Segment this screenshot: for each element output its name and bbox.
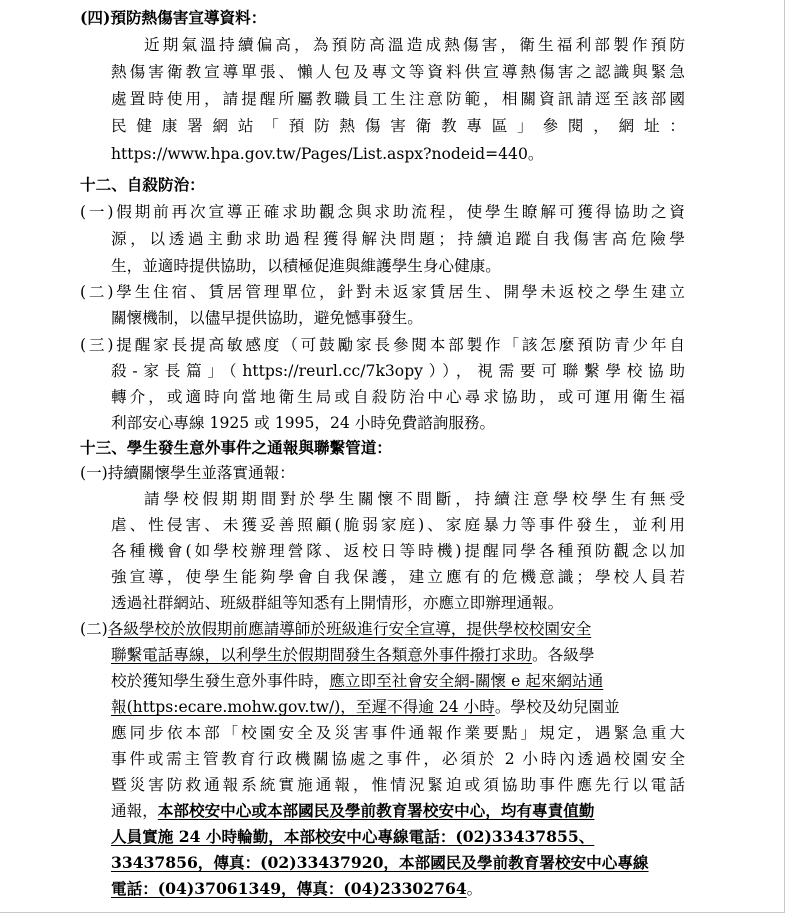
paragraph-line: 民健康署網站「預防熱傷害衛教專區」參閱，網址： [111,117,685,135]
list-item-line: 生，並適時提供協助，以積極促進與維護學生身心健康。 [111,257,501,275]
plain-text: 通報， [111,802,158,820]
list-item-line [111,799,594,823]
list-item-line: 利部安心專線 1925 或 1995，24 小時免費諮詢服務。 [111,414,496,432]
bold-underlined-text: 人員實施 24 小時輪勤，本部校安中心專線電話：(02)33437855、 [111,827,595,846]
bold-underlined-text: 33437856，傳真：(02)33437920，本部國民及學前教育署校安中心專線 [111,853,649,872]
bold-underlined-text: 電話：(04)37061349，傳真：(04)23302764 [111,879,467,898]
underlined-text: 報(https:ecare.mohw.gov.tw/)，至遲不得逾 24 小時 [111,698,495,716]
heading-suicide-prevention: 十二、自殺防治： [80,175,205,194]
paragraph-line: 各種機會(如學校辦理營隊、返校日等時機)提醒同學各種預防觀念以加 [111,542,685,560]
list-item-line [111,643,594,667]
paragraph-line: 透過社群網站、班級群組等知悉有上開情形，亦應立即辦理通報。 [111,594,564,612]
underlined-text: 各級學校於放假期前應請導師於班級進行安全宣導，提供學校校園安全 [107,620,592,638]
plain-text: 。學校及幼兒園並 [494,698,620,716]
paragraph-line: 虐、性侵害、未獲妥善照顧(脆弱家庭)、家庭暴力等事件發生，並利用 [111,516,685,534]
underlined-text: 聯繫電話專線，以利學生於假期間發生各類意外事件撥打求助 [111,646,533,664]
list-item-line: (二)學生住宿、賃居管理單位，針對未返家賃居生、開學未返校之學生建立 [80,283,685,301]
list-item-line [111,695,620,719]
list-marker: (二) [80,620,108,638]
list-item-line: 事件或需主管教育行政機關協處之事件，必須於 2 小時內透過校園安全 [111,750,685,768]
bold-underlined-text: 本部校安中心或本部國民及學前教育署校安中心，均有專責值勤 [157,801,595,820]
heading-incident-reporting: 十三、學生發生意外事件之通報與聯繫管道： [80,438,392,457]
plain-text: 。 [466,880,483,898]
paragraph-line: 強宣導，使學生能夠學會自我保護，建立應有的危機意識；學校人員若 [111,568,685,586]
underlined-text: 應立即至社會安全網-關懷 e 起來網站通 [329,672,604,690]
paragraph-line: 熱傷害衛教宣導單張、懶人包及專文等資料供宣導熱傷害之認識與緊急 [111,63,685,81]
paragraph-line: 處置時使用，請提醒所屬教職員工生注意防範，相關資訊請逕至該部國 [111,90,685,108]
paragraph-line: 請學校假期期間對於學生關懷不間斷，持續注意學校學生有無受 [144,490,685,508]
list-item-line: 轉介，或適時向當地衛生局或自殺防治中心尋求協助，或可運用衛生福 [111,388,685,406]
list-item-line: 殺-家長篇」（https://reurl.cc/7k3opy）），視需要可聯繫學校協助 [111,362,685,380]
paragraph-line: 近期氣溫持續偏高，為預防高溫造成熱傷害，衛生福利部製作預防 [144,36,685,54]
list-item-line [111,877,482,901]
list-item-line: 應同步依本部「校園安全及災害事件通報作業要點」規定，遇緊急重大 [111,724,685,742]
list-item-title: (一)持續關懷學生並落實通報： [80,464,295,482]
hpa-link-text: https://www.hpa.gov.tw/Pages/List.aspx?nodeid=440。 [111,145,544,163]
list-item-line [80,617,591,641]
list-item-line: (一)假期前再次宣導正確求助觀念與求助流程，使學生瞭解可獲得協助之資 [80,203,685,221]
list-item-line: 源，以透過主動求助過程獲得解決問題；持續追蹤自我傷害高危險學 [111,230,685,248]
list-item-line [111,669,603,693]
heading-heat-prevention: (四)預防熱傷害宣導資料： [80,8,267,27]
plain-text: 校於獲知學生發生意外事件時， [111,672,330,690]
plain-text: 。各級學 [532,646,595,664]
list-item-line: (三)提醒家長提高敏感度（可鼓勵家長參閱本部製作「該怎麼預防青少年自 [80,336,685,354]
list-item-line: 暨災害防救通報系統實施通報，惟情況緊迫或須協助事件應先行以電話 [111,776,685,794]
list-item-line: 關懷機制，以儘早提供協助，避免憾事發生。 [111,309,423,327]
